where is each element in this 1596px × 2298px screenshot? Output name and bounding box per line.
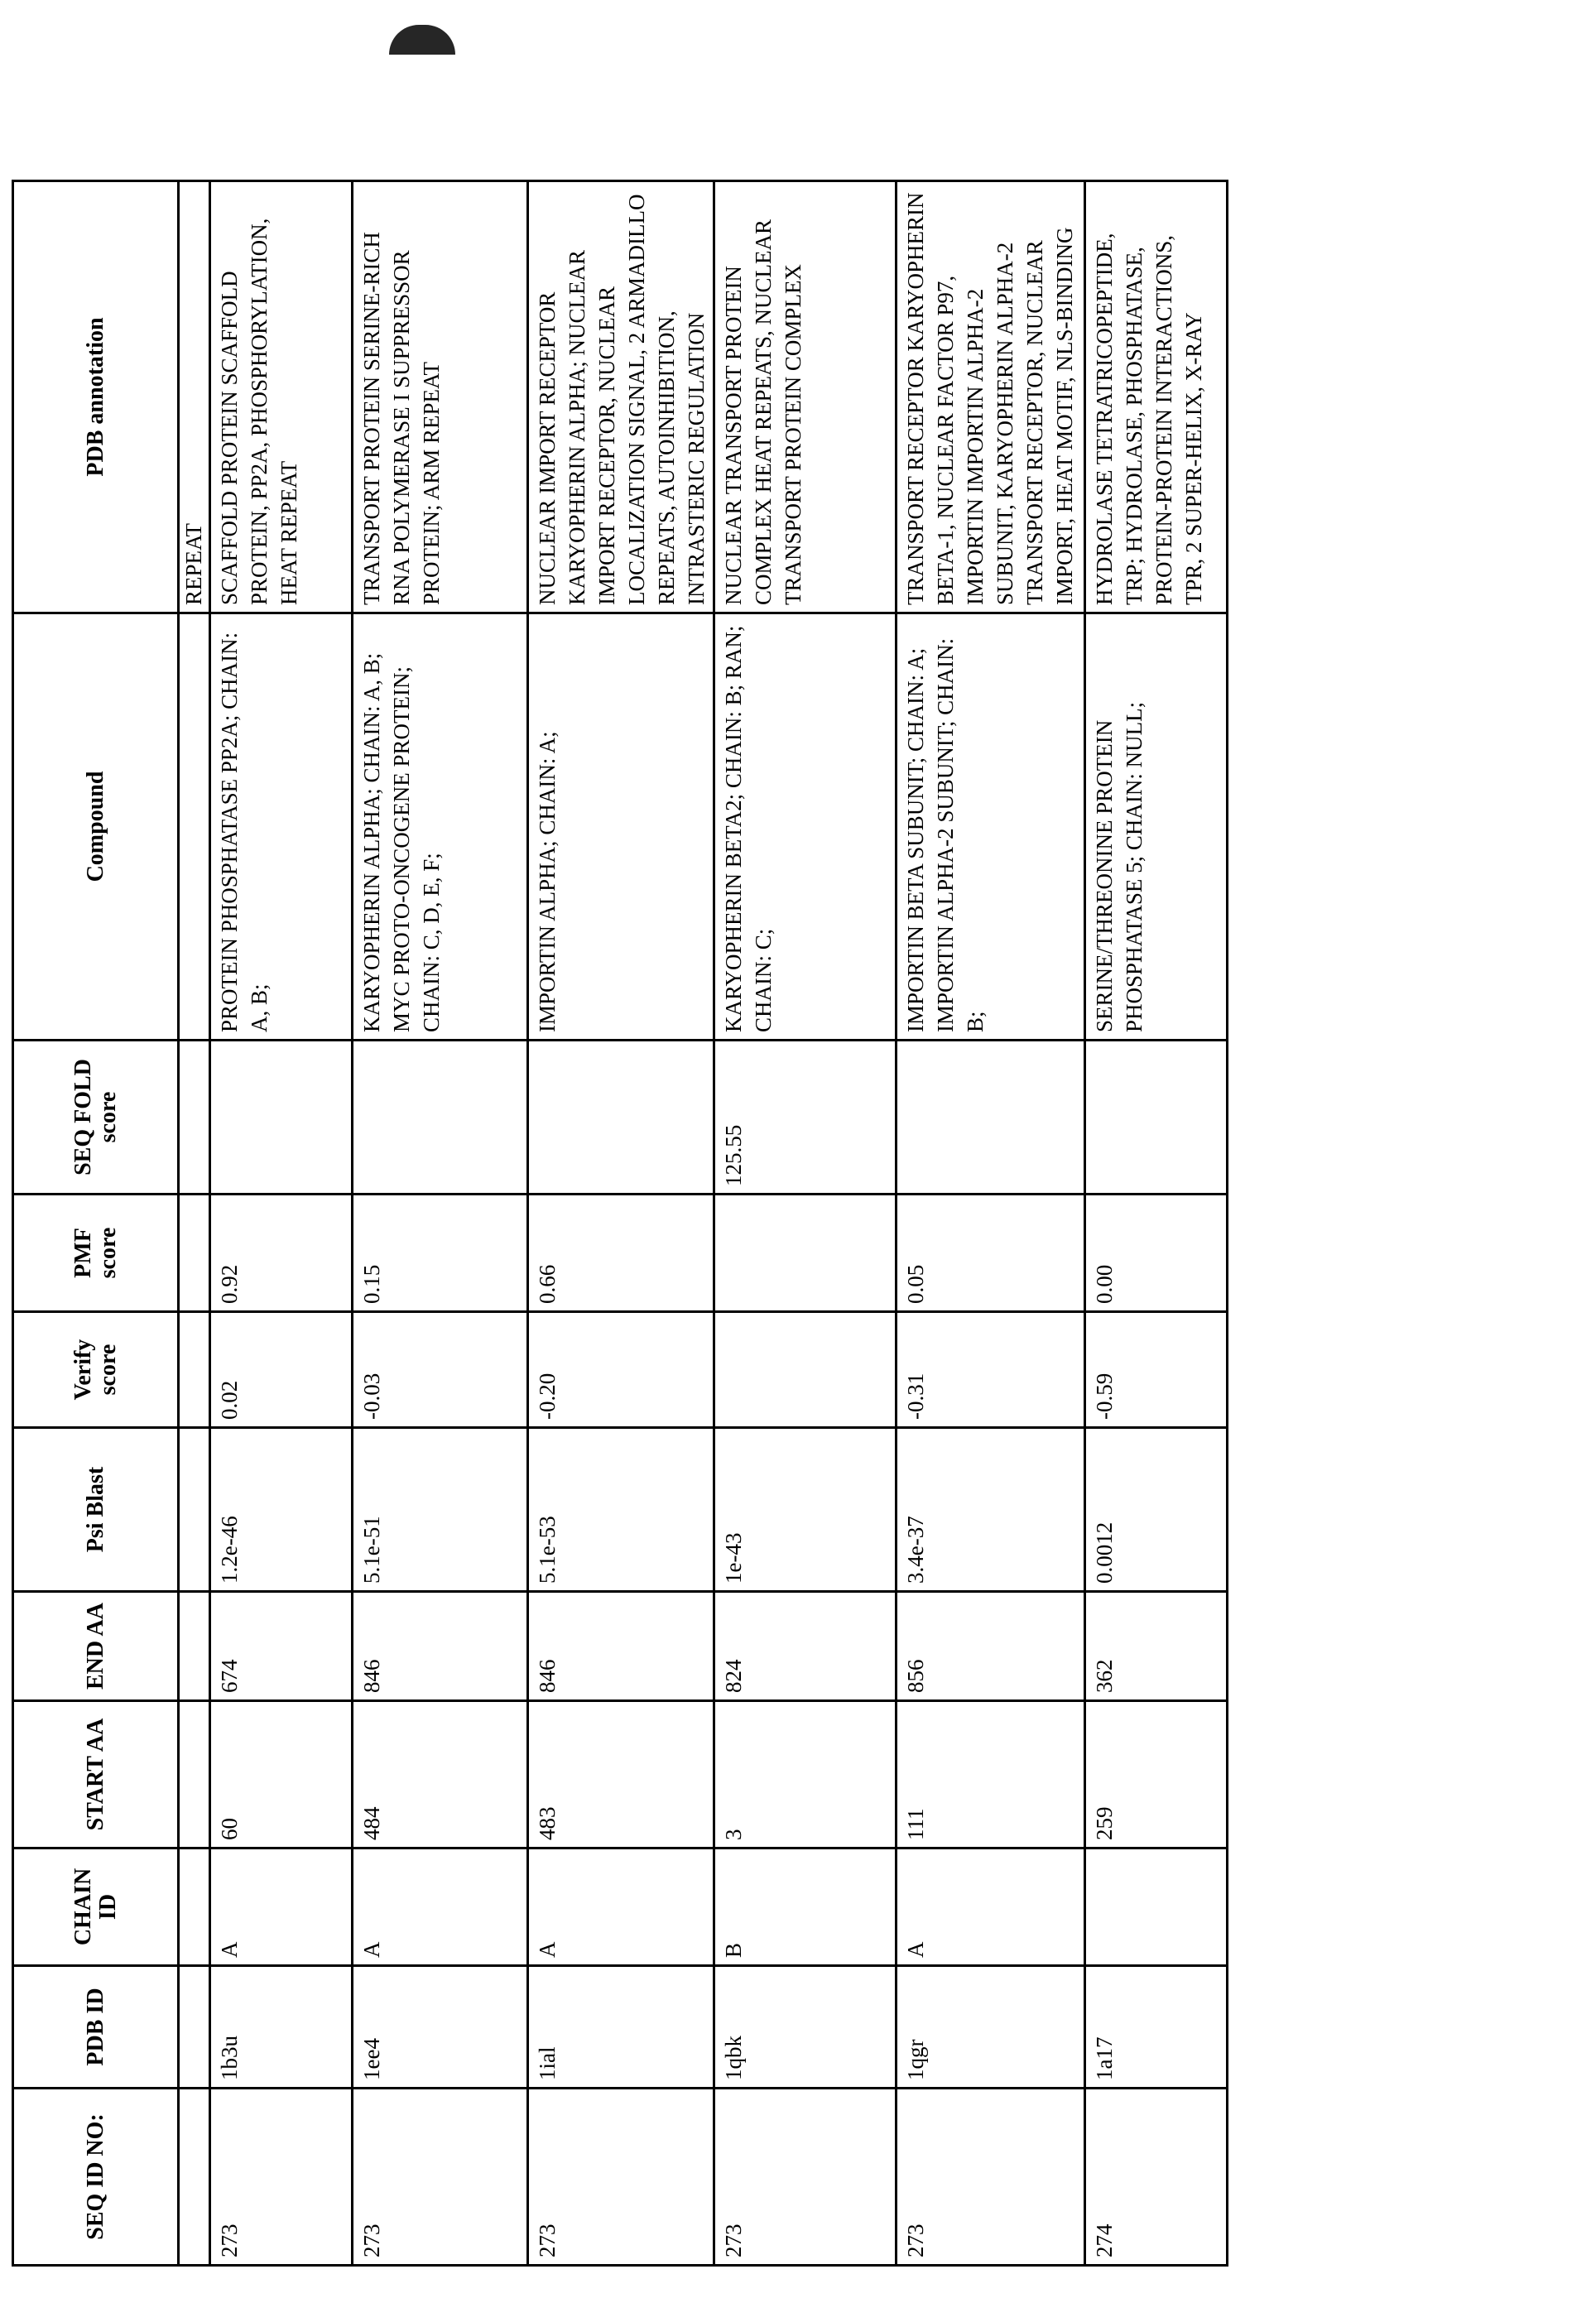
cell-pdb-id: 1qbk xyxy=(714,1966,897,2089)
cell-seq-fold-score xyxy=(353,1041,528,1195)
cell-pmf-score: 0.05 xyxy=(897,1195,1085,1312)
cell-verify-score: -0.59 xyxy=(1085,1312,1228,1428)
cell-chain-id: A xyxy=(897,1848,1085,1966)
cell-seq-id-no: 273 xyxy=(714,2089,897,2266)
header-psi-blast: Psi Blast xyxy=(13,1428,179,1592)
header-seq-id-no: SEQ ID NO: xyxy=(13,2089,179,2266)
cell-verify-score xyxy=(179,1312,210,1428)
cell-end-aa: 674 xyxy=(210,1592,353,1701)
cell-pmf-score xyxy=(714,1195,897,1312)
cell-start-aa: 484 xyxy=(353,1701,528,1848)
cell-end-aa xyxy=(179,1592,210,1701)
cell-seq-fold-score xyxy=(1085,1041,1228,1195)
cell-psi-blast: 3.4e-37 xyxy=(897,1428,1085,1592)
table-row xyxy=(1085,181,1228,2266)
cell-start-aa: 111 xyxy=(897,1701,1085,1848)
cell-verify-score xyxy=(714,1312,897,1428)
scanned-page xyxy=(0,0,1596,2298)
cell-seq-fold-score xyxy=(897,1041,1085,1195)
cell-pmf-score: 0.92 xyxy=(210,1195,353,1312)
cell-psi-blast: 1e-43 xyxy=(714,1428,897,1592)
continuation-row xyxy=(179,181,210,2266)
cell-seq-id-no: 273 xyxy=(528,2089,714,2266)
cell-seq-fold-score xyxy=(179,1041,210,1195)
cell-pdb-annotation: SCAFFOLD PROTEIN SCAFFOLD PROTEIN, PP2A, PHOSPHORYLATION, HEAT REPEAT xyxy=(210,181,353,613)
cell-verify-score: -0.31 xyxy=(897,1312,1085,1428)
pdb-structure-table xyxy=(12,180,1228,2267)
cell-compound: IMPORTIN BETA SUBUNIT; CHAIN: A; IMPORTIN ALPHA-2 SUBUNIT; CHAIN: B; xyxy=(897,613,1085,1041)
header-compound: Compound xyxy=(13,613,179,1041)
cell-pdb-id: 1ee4 xyxy=(353,1966,528,2089)
cell-pdb-annotation: TRANSPORT RECEPTOR KARYOPHERIN BETA-1, NUCLEAR FACTOR P97, IMPORTIN IMPORTIN ALPHA-2 SUBUNIT, KARYOPHERIN ALPHA-2 TRANSPORT RECEPTOR, NUCLEAR IMPORT, HEAT MOTIF, NLS-BINDING xyxy=(897,181,1085,613)
table-row xyxy=(210,181,353,2266)
cell-pdb-annotation: NUCLEAR IMPORT RECEPTOR KARYOPHERIN ALPHA; NUCLEAR IMPORT RECEPTOR, NUCLEAR LOCALIZATION SIGNAL, 2 ARMADILLO REPEATS, AUTOINHIBITION, INTRASTERIC REGULATION xyxy=(528,181,714,613)
cell-pdb-id: 1b3u xyxy=(210,1966,353,2089)
cell-seq-fold-score: 125.55 xyxy=(714,1041,897,1195)
cell-seq-id-no: 273 xyxy=(210,2089,353,2266)
cell-psi-blast: 0.0012 xyxy=(1085,1428,1228,1592)
scan-smudge xyxy=(389,25,455,55)
cell-start-aa: 259 xyxy=(1085,1701,1228,1848)
cell-seq-id-no: 274 xyxy=(1085,2089,1228,2266)
cell-end-aa: 362 xyxy=(1085,1592,1228,1701)
cell-pdb-id: 1qgr xyxy=(897,1966,1085,2089)
cell-compound: PROTEIN PHOSPHATASE PP2A; CHAIN: A, B; xyxy=(210,613,353,1041)
cell-end-aa: 824 xyxy=(714,1592,897,1701)
header-row xyxy=(13,181,179,2266)
cell-pdb-annotation: REPEAT xyxy=(179,181,210,613)
cell-pdb-id xyxy=(179,1966,210,2089)
cell-seq-fold-score xyxy=(528,1041,714,1195)
cell-pdb-annotation: NUCLEAR TRANSPORT PROTEIN COMPLEX HEAT REPEATS, NUCLEAR TRANSPORT PROTEIN COMPLEX xyxy=(714,181,897,613)
cell-compound: SERINE/THREONINE PROTEIN PHOSPHATASE 5; CHAIN: NULL; xyxy=(1085,613,1228,1041)
header-chain-id: CHAIN ID xyxy=(13,1848,179,1966)
header-pmf-score: PMF score xyxy=(13,1195,179,1312)
cell-seq-id-no: 273 xyxy=(353,2089,528,2266)
cell-start-aa: 483 xyxy=(528,1701,714,1848)
cell-verify-score: -0.20 xyxy=(528,1312,714,1428)
table-row xyxy=(714,181,897,2266)
cell-psi-blast xyxy=(179,1428,210,1592)
header-pdb-annotation: PDB annotation xyxy=(13,181,179,613)
cell-compound: IMPORTIN ALPHA; CHAIN: A; xyxy=(528,613,714,1041)
cell-compound: KARYOPHERIN ALPHA; CHAIN: A, B; MYC PROTO-ONCOGENE PROTEIN; CHAIN: C, D, E, F; xyxy=(353,613,528,1041)
cell-psi-blast: 5.1e-53 xyxy=(528,1428,714,1592)
cell-verify-score: -0.03 xyxy=(353,1312,528,1428)
cell-compound xyxy=(179,613,210,1041)
header-end-aa: END AA xyxy=(13,1592,179,1701)
cell-chain-id: A xyxy=(528,1848,714,1966)
cell-start-aa: 3 xyxy=(714,1701,897,1848)
cell-pmf-score: 0.66 xyxy=(528,1195,714,1312)
cell-end-aa: 856 xyxy=(897,1592,1085,1701)
header-start-aa: START AA xyxy=(13,1701,179,1848)
cell-start-aa: 60 xyxy=(210,1701,353,1848)
cell-verify-score: 0.02 xyxy=(210,1312,353,1428)
cell-pmf-score: 0.00 xyxy=(1085,1195,1228,1312)
cell-compound: KARYOPHERIN BETA2; CHAIN: B; RAN; CHAIN: C; xyxy=(714,613,897,1041)
cell-pmf-score xyxy=(179,1195,210,1312)
header-pdb-id: PDB ID xyxy=(13,1966,179,2089)
header-seq-fold-score: SEQ FOLD score xyxy=(13,1041,179,1195)
cell-pdb-annotation: TRANSPORT PROTEIN SERINE-RICH RNA POLYMERASE I SUPPRESSOR PROTEIN; ARM REPEAT xyxy=(353,181,528,613)
cell-end-aa: 846 xyxy=(353,1592,528,1701)
cell-seq-id-no xyxy=(179,2089,210,2266)
cell-start-aa xyxy=(179,1701,210,1848)
table-row xyxy=(353,181,528,2266)
cell-chain-id: A xyxy=(353,1848,528,1966)
cell-seq-fold-score xyxy=(210,1041,353,1195)
cell-seq-id-no: 273 xyxy=(897,2089,1085,2266)
cell-psi-blast: 5.1e-51 xyxy=(353,1428,528,1592)
cell-chain-id xyxy=(1085,1848,1228,1966)
cell-pdb-id: 1a17 xyxy=(1085,1966,1228,2089)
cell-chain-id xyxy=(179,1848,210,1966)
cell-pmf-score: 0.15 xyxy=(353,1195,528,1312)
cell-pdb-annotation: HYDROLASE TETRATRICOPEPTIDE, TRP; HYDROLASE, PHOSPHATASE, PROTEIN-PROTEIN INTERACTIONS, TPR, 2 SUPER-HELIX, X-RAY xyxy=(1085,181,1228,613)
cell-psi-blast: 1.2e-46 xyxy=(210,1428,353,1592)
cell-end-aa: 846 xyxy=(528,1592,714,1701)
table-row xyxy=(897,181,1085,2266)
cell-chain-id: B xyxy=(714,1848,897,1966)
table-row xyxy=(528,181,714,2266)
header-verify-score: Verify score xyxy=(13,1312,179,1428)
cell-pdb-id: 1ial xyxy=(528,1966,714,2089)
cell-chain-id: A xyxy=(210,1848,353,1966)
